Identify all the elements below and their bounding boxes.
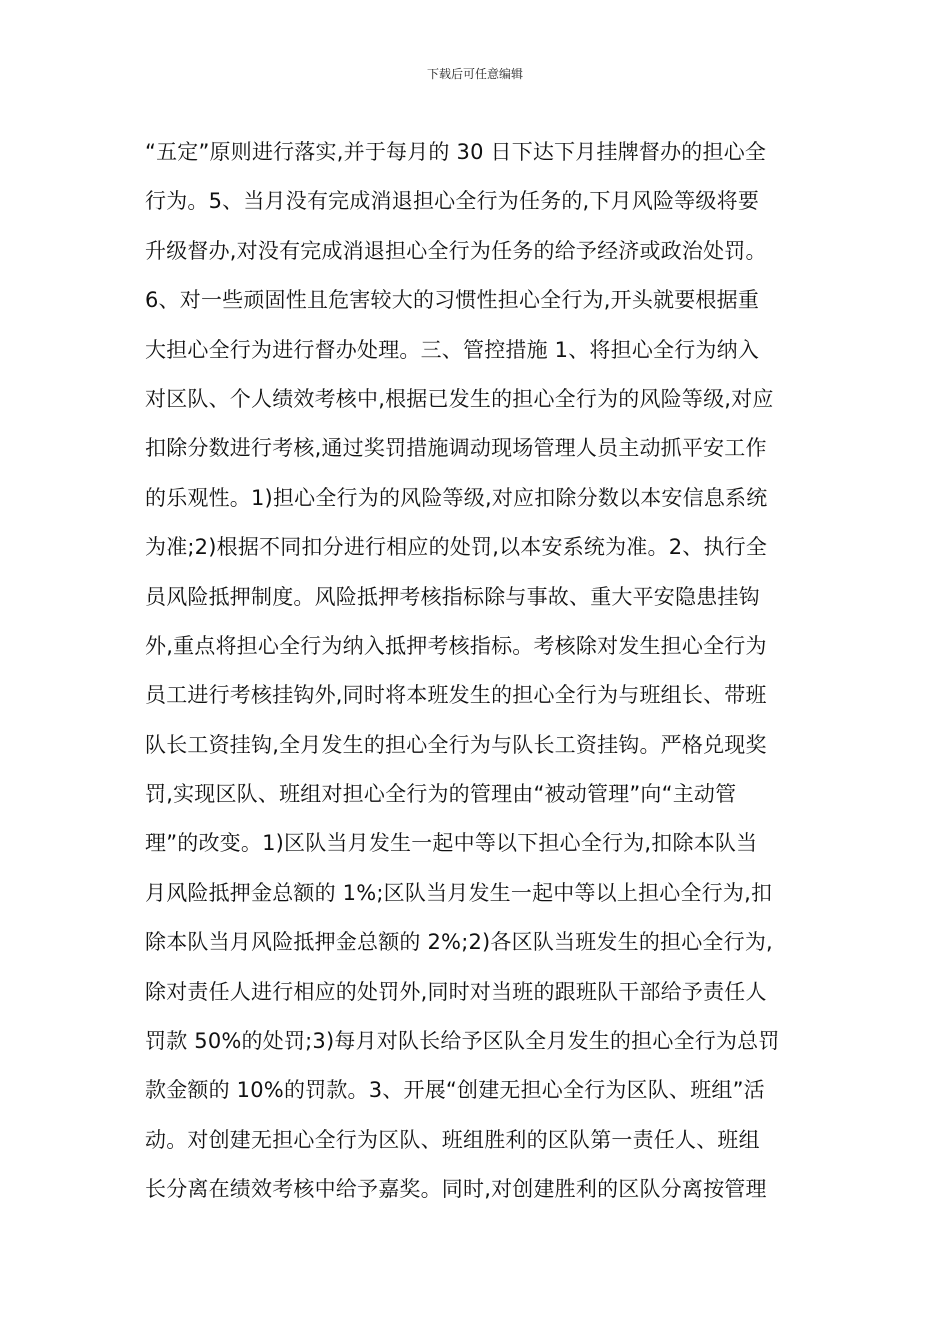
body-line: 月风险抵押金总额的 1%;区队当月发生一起中等以上担心全行为,扣	[145, 880, 773, 905]
body-line: 外,重点将担心全行为纳入抵押考核指标。考核除对发生担心全行为	[145, 633, 767, 658]
body-line: 款金额的 10%的罚款。3、开展“创建无担心全行为区队、班组”活	[145, 1078, 765, 1103]
body-line: 罚款 50%的处罚;3)每月对队长给予区队全月发生的担心全行为总罚	[145, 1029, 780, 1054]
page-header: 下载后可任意编辑	[426, 67, 523, 81]
body-line: 理”的改变。1)区队当月发生一起中等以下担心全行为,扣除本队当	[145, 831, 758, 856]
body-line: 的乐观性。1)担心全行为的风险等级,对应扣除分数以本安信息系统	[145, 485, 768, 510]
body-line: 升级督办,对没有完成消退担心全行为任务的给予经济或政治处罚。	[145, 238, 767, 263]
body-line: 除本队当月风险抵押金总额的 2%;2)各区队当班发生的担心全行为,	[145, 930, 773, 955]
body-line: 大担心全行为进行督办处理。三、管控措施 1、将担心全行为纳入	[145, 337, 760, 362]
body-line: 为准;2)根据不同扣分进行相应的处罚,以本安系统为准。2、执行全	[145, 535, 768, 560]
body-line: 队长工资挂钩,全月发生的担心全行为与队长工资挂钩。严格兑现奖	[145, 732, 767, 757]
body-line: 员风险抵押制度。风险抵押考核指标除与事故、重大平安隐患挂钩	[145, 584, 760, 609]
body-line: 扣除分数进行考核,通过奖罚措施调动现场管理人员主动抓平安工作	[145, 436, 767, 461]
body-line: 罚,实现区队、班组对担心全行为的管理由“被动管理”向“主动管	[145, 782, 737, 807]
body-line: 6、对一些顽固性且危害较大的习惯性担心全行为,开头就要根据重	[145, 288, 760, 313]
body-line: 员工进行考核挂钩外,同时将本班发生的担心全行为与班组长、带班	[145, 683, 767, 708]
body-line: 除对责任人进行相应的处罚外,同时对当班的跟班队干部给予责任人	[145, 979, 767, 1004]
body-line: 对区队、个人绩效考核中,根据已发生的担心全行为的风险等级,对应	[145, 386, 774, 411]
body-line: “五定”原则进行落实,并于每月的 30 日下达下月挂牌督办的担心全	[145, 140, 767, 164]
body-line: 行为。5、当月没有完成消退担心全行为任务的,下月风险等级将要	[145, 189, 760, 214]
body-line: 动。对创建无担心全行为区队、班组胜利的区队第一责任人、班组	[145, 1127, 760, 1152]
body-line: 长分离在绩效考核中给予嘉奖。同时,对创建胜利的区队分离按管理	[145, 1177, 767, 1202]
document-body	[145, 128, 835, 1215]
